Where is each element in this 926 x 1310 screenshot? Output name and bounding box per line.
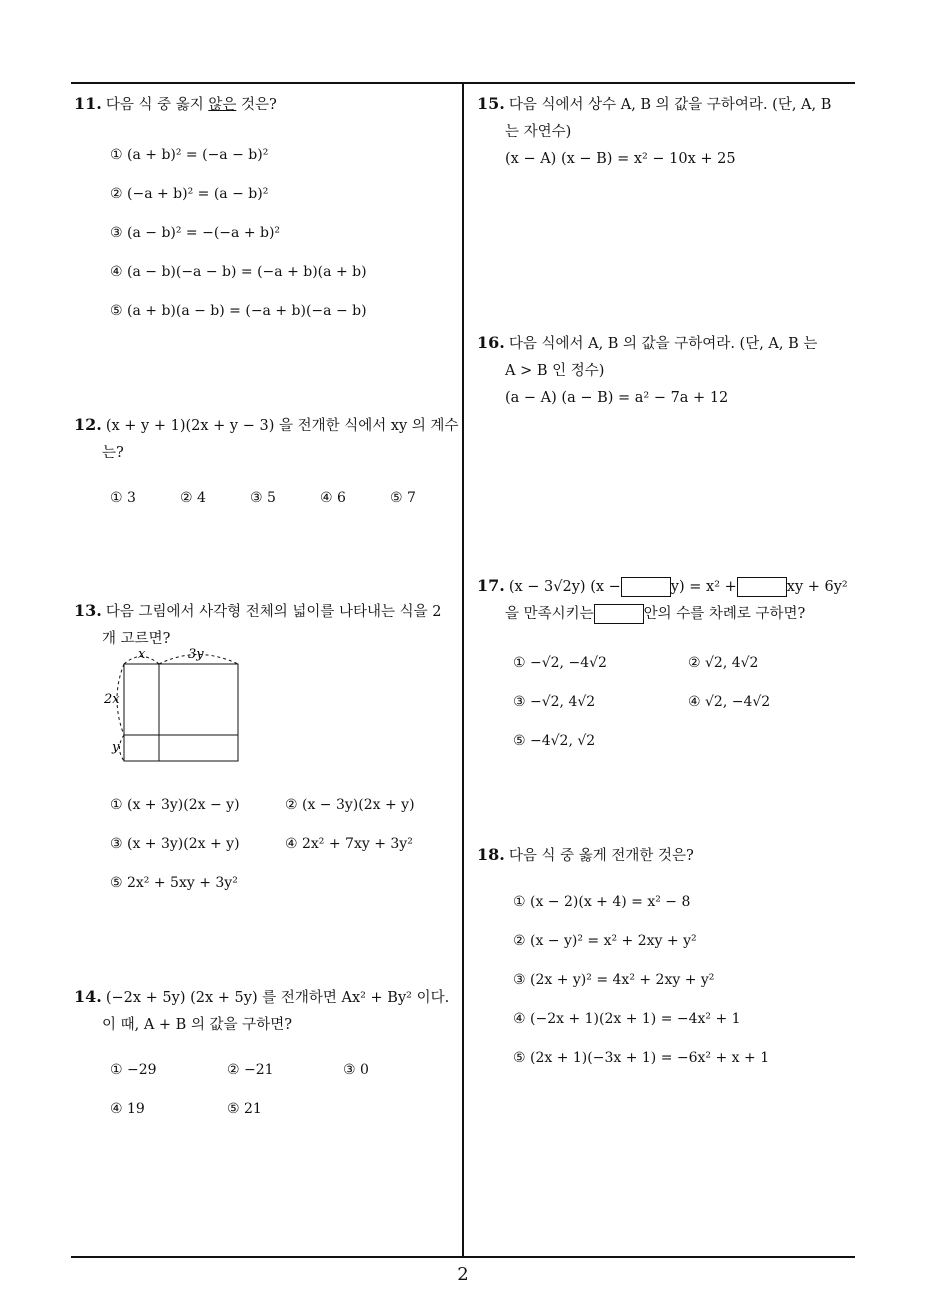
question-14 xyxy=(74,983,464,1039)
question-17 xyxy=(477,572,867,628)
option-1[interactable]: ① −√2, −4√2 xyxy=(513,655,607,671)
option-4[interactable]: ④ 19 xyxy=(110,1101,145,1117)
option-2[interactable]: ② (x − y)² = x² + 2xy + y² xyxy=(513,933,697,949)
question-stem-cont: 개 고르면? xyxy=(102,631,171,647)
option-3[interactable]: ③ (a − b)² = −(−a + b)² xyxy=(110,225,281,241)
option-4[interactable]: ④ (a − b)(−a − b) = (−a + b)(a + b) xyxy=(110,264,367,280)
option-5[interactable]: ⑤ (a + b)(a − b) = (−a + b)(−a − b) xyxy=(110,303,367,319)
equation-part: (x − 3√2y) (x − xyxy=(508,579,621,595)
question-stem-cont: 이 때, A + B 의 값을 구하면? xyxy=(102,1017,292,1033)
question-12 xyxy=(74,411,464,467)
bottom-rule xyxy=(71,1256,855,1258)
fig-label-y: y xyxy=(112,740,120,755)
option-1[interactable]: ① (x + 3y)(2x − y) xyxy=(110,797,240,813)
blank-box-3 xyxy=(594,604,644,624)
option-2[interactable]: ② 4 xyxy=(180,490,206,506)
option-2[interactable]: ② (x − 3y)(2x + y) xyxy=(285,797,415,813)
option-5[interactable]: ⑤ −4√2, √2 xyxy=(513,733,596,749)
option-2[interactable]: ② (−a + b)² = (a − b)² xyxy=(110,186,269,202)
question-number: 13. xyxy=(74,601,102,620)
question-number: 17. xyxy=(477,576,505,595)
question-stem: 다음 그림에서 사각형 전체의 넓이를 나타내는 식을 2 xyxy=(105,604,442,620)
question-11 xyxy=(74,90,459,119)
question-15 xyxy=(477,90,862,173)
option-3[interactable]: ③ (2x + y)² = 4x² + 2xy + y² xyxy=(513,972,715,988)
equation-part: y) = x² + xyxy=(670,579,737,595)
page-number: 2 xyxy=(457,1264,469,1285)
question-stem: 을 만족시키는 xyxy=(505,606,594,622)
equation-part: xy + 6y² xyxy=(786,579,848,595)
question-stem: (−2x + 5y) (2x + 5y) 를 전개하면 Ax² + By² 이다. xyxy=(105,990,450,1006)
rectangle-figure xyxy=(100,645,250,770)
question-equation: (a − A) (a − B) = a² − 7a + 12 xyxy=(505,390,729,406)
question-equation: (x − A) (x − B) = x² − 10x + 25 xyxy=(505,151,736,167)
question-stem-cont: A > B 인 정수) xyxy=(505,363,605,379)
question-stem: 것은? xyxy=(236,97,277,113)
option-3[interactable]: ③ (x + 3y)(2x + y) xyxy=(110,836,240,852)
question-stem: 다음 식 중 옳지 xyxy=(105,97,209,113)
question-number: 15. xyxy=(477,94,505,113)
option-1[interactable]: ① (a + b)² = (−a − b)² xyxy=(110,147,269,163)
question-18 xyxy=(477,841,862,870)
question-stem: 다음 식에서 상수 A, B 의 값을 구하여라. (단, A, B xyxy=(508,97,832,113)
option-5[interactable]: ⑤ 21 xyxy=(227,1101,262,1117)
question-stem-cont: 는 자연수) xyxy=(505,124,572,140)
question-number: 14. xyxy=(74,987,102,1006)
question-stem: 다음 식 중 옳게 전개한 것은? xyxy=(508,848,694,864)
question-stem-cont: 는? xyxy=(102,445,124,461)
option-5[interactable]: ⑤ 7 xyxy=(390,490,416,506)
fig-label-2x: 2x xyxy=(104,692,120,707)
question-stem: (x + y + 1)(2x + y − 3) 을 전개한 식에서 xy 의 계수 xyxy=(105,418,459,434)
question-number: 11. xyxy=(74,94,102,113)
question-number: 12. xyxy=(74,415,102,434)
question-stem: 안의 수를 차례로 구하면? xyxy=(643,606,806,622)
option-1[interactable]: ① 3 xyxy=(110,490,136,506)
blank-box-1 xyxy=(621,577,671,597)
question-16 xyxy=(477,329,862,412)
blank-box-2 xyxy=(737,577,787,597)
option-4[interactable]: ④ √2, −4√2 xyxy=(688,694,771,710)
option-2[interactable]: ② −21 xyxy=(227,1062,274,1078)
option-4[interactable]: ④ (−2x + 1)(2x + 1) = −4x² + 1 xyxy=(513,1011,741,1027)
option-1[interactable]: ① (x − 2)(x + 4) = x² − 8 xyxy=(513,894,691,910)
column-divider xyxy=(462,82,464,1257)
option-4[interactable]: ④ 2x² + 7xy + 3y² xyxy=(285,836,413,852)
option-5[interactable]: ⑤ 2x² + 5xy + 3y² xyxy=(110,875,238,891)
question-number: 18. xyxy=(477,845,505,864)
option-3[interactable]: ③ 0 xyxy=(343,1062,369,1078)
option-3[interactable]: ③ −√2, 4√2 xyxy=(513,694,596,710)
fig-label-x: x xyxy=(138,647,146,662)
option-2[interactable]: ② √2, 4√2 xyxy=(688,655,759,671)
option-5[interactable]: ⑤ (2x + 1)(−3x + 1) = −6x² + x + 1 xyxy=(513,1050,770,1066)
option-1[interactable]: ① −29 xyxy=(110,1062,157,1078)
question-number: 16. xyxy=(477,333,505,352)
question-stem: 다음 식에서 A, B 의 값을 구하여라. (단, A, B 는 xyxy=(508,336,818,352)
option-3[interactable]: ③ 5 xyxy=(250,490,276,506)
fig-label-3y: 3y xyxy=(188,647,204,662)
question-stem-underlined: 않은 xyxy=(208,97,237,113)
option-4[interactable]: ④ 6 xyxy=(320,490,346,506)
